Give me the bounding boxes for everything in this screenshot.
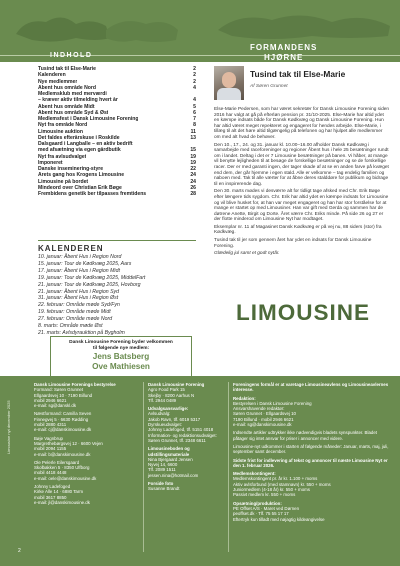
footer-block-heading: Medlemskontingent:: [233, 471, 276, 477]
header-band: [0, 0, 400, 62]
colophon-footer: [0, 376, 400, 566]
footer-block-text: Bestyrelsen i Dansk Limousine Forening Ansvarshavende redaktør: Søren Grunnet · Ellgaardsvej 10 7190 Billund · mobil 2946 6621 e-mail: sg@danskimousine.dk: [233, 400, 312, 428]
toc-entry-page: 2: [193, 78, 196, 85]
toc-entry-page: 15: [190, 147, 196, 154]
footer-block-heading: Sidste frist for indlevering af tekst og annoncer til næste Limousine Nyt er den 1. februar 2026.: [233, 457, 388, 468]
toc-entry-page: 5: [193, 103, 196, 110]
toc-entry-title: Årets gang hos Krogens Limousine: [38, 172, 125, 179]
article-paragraph: Den 10., 17., 24. og 31. januar kl. 10.00–16.00 afholder Dansk Kødkvæg i samarbejde med raceforeninger og regioner Åbent hus i hele 25 besætninger rundt om i landet. Deltag i det er 7 Limousine besætninger på banen. Vi håber, at mange vil benytte lejligheden til at besøge de forskellige besætninger og se de forskellige racer. Der er med garanti ingen, der tager skade af at se en anden farve på kvæget end dem, der går hjemme i egen stald. Alle er velkomne – tag endelig familien og naboen med. Tak til alle værter for at åbne deres stalddøre for publikum og bidrage til en inspirerende dag.: [214, 142, 389, 187]
footer-block-text: Indsendte artikler udtrykker ikke nødvendigvis bladets synspunkter. Bladet påtager sig intet ansvar for priser i annoncer med videre.: [233, 430, 377, 441]
new-member-name: Jens Batsberg: [92, 352, 150, 361]
footer-block-text: Næstformand: Camilla Seven Finnegvej 5 · 6630 Rødding mobil 2880 4311 e-mail: cj@danskimousine.dk: [34, 411, 92, 433]
toc-entry-title: Mindeord over Christian Erik Bøge: [38, 184, 122, 191]
toc-entry-title: Nyt fra avlsudvalget: [38, 153, 87, 160]
toc-entry-page: 2: [193, 72, 196, 79]
footer-association-column: [148, 382, 232, 495]
welcome-line1: Dansk Limousine Forening byder velkommen: [69, 340, 173, 345]
new-members-box: [50, 336, 192, 378]
toc-entry-page: 4: [193, 84, 196, 91]
footer-block-text: Bøje Vagnbrup Margrethebørgsvej 12 · 6600 Vejen mobil 2094 1155 e-mail: b@danskimousine.dk: [34, 435, 103, 457]
article-paragraph: Tusind tak til jer som gennem året har ydet en indsats for Dansk Limousine Forening.: [214, 238, 372, 249]
footer-block: [148, 481, 232, 492]
footer-block-text: Susanne Brandt: [148, 486, 180, 492]
footer-block: [233, 444, 393, 455]
author-photo: [214, 66, 244, 100]
footer-block: [34, 411, 138, 432]
calendar-entry: 10. januar: Åbent Hus i Region Nord: [38, 254, 122, 260]
footer-block-text: Medlemskontingent pr. år kr. 1.100 + moms Aktiv avlsforbund (med stamnavn) kr. 550 + moms Juniormedlem (4-18 år) kr. 550 + moms Passivt medlem kr. 550 + moms: [233, 476, 331, 498]
footer-block-text: Ole Pelerle Eilersgaard Skolbakken 5 · 8350 Ulfborg mobil 4418 4448 e-mail: oele@danskimousine.dk: [34, 459, 97, 481]
toc-entry-page: 13: [190, 134, 196, 141]
footer-block: [34, 436, 138, 457]
toc-entry-title: Det faldes efterårskuse i Roskilde: [38, 134, 120, 141]
footer-block-heading: Limousineboden og udstillingsmateriale: [148, 446, 190, 457]
footer-block: [148, 406, 232, 443]
footer-block-text: Formand: Søren Grunnet Ellgaardsvej 10 · 7190 Billund mobil 2946 6621 e-mail: sg@danskl.dk: [34, 387, 93, 409]
author-photo-face: [222, 72, 236, 88]
toc-entry-title: Tusind tak til Else-Marie: [38, 66, 96, 72]
toc-entry-title: Åbent hus område Syd & Øst: [38, 109, 109, 116]
new-member-name: Ove Mathiesen: [92, 362, 150, 371]
toc-entry-title: Limousine auktion: [38, 128, 83, 135]
footer-block-heading: Dansk Limousine Forenings bestyrelse: [34, 382, 116, 387]
calendar-list: [38, 254, 196, 337]
calendar-entry: 22. februar: Område møde Syd/Fyn: [38, 302, 120, 309]
article-title: Tusind tak til Else-Marie: [250, 69, 346, 79]
calendar-entry: 21. marts: Avlsdyrauktion på Bygholm: [38, 329, 125, 336]
toc-entry-page: 7: [193, 116, 196, 122]
toc-entry-title: Medlemsklub med merværdi: [38, 91, 107, 97]
toc-entry-page: 19: [190, 153, 196, 160]
toc-entry[interactable]: [38, 191, 196, 197]
footer-block-text: PE Offset A/S · Maret ved Dørnen peoffset.dk · Tlf. 75 55 17 17 Eftertryk kun tilladt med nøjagtig kildeangivelse: [233, 505, 325, 522]
toc-entry-title: Dalsgaard i Langballe – en aktiv bedrift: [38, 141, 133, 147]
footer-block: [148, 446, 232, 478]
toc-entry-page: 4: [193, 97, 196, 104]
article-byline: Af Søren Grunnet: [250, 84, 288, 89]
toc-entry-title: Medlemsfest i Dansk Limousine Forening: [38, 116, 139, 122]
table-of-contents: [38, 66, 196, 197]
footer-block-heading: Udvalgsansvarlige:: [148, 406, 189, 412]
toc-entry-title: Imponeret: [38, 159, 63, 166]
toc-entry-page: 24: [190, 172, 196, 179]
footer-block-text: Nina Bjergaard Jensen Nyvej 14, 6600 Tlf. 2089 1511 jessen.nina@hotmail.com: [148, 456, 199, 478]
toc-entry-page: 28: [190, 191, 196, 197]
limousine-logo: [214, 300, 392, 330]
footer-block: [233, 501, 393, 522]
toc-entry-page: 24: [190, 178, 196, 185]
logo-text: LIMOUSINE: [235, 300, 370, 325]
article-paragraph: Den 30. marts mødes vi desværre alt for tidligt tage afsked med Chr. Erik Bøge efter længere tids sygdom. Chr. Erik har altid ydet en kæmpe indsats for Limousine og vil blive husket for, at han var meget engageret og han har stor forståelse for at mange er startet op med Limousiner. Han var gift med Gerda og sammen har de døtrene Anette, Birgit og Dorte. Året værre Chr. Eriks minde. På side 26 og 27 er der flotte minderod om Limousine Nyt har modtaget.: [214, 189, 389, 223]
footer-block: [34, 460, 138, 481]
calendar-entry: 17. januar: Åbent Hus i Region Midt: [38, 267, 120, 274]
toc-entry-page: 22: [190, 166, 196, 172]
article-paragraph: Else-Marie Pedersen, som har været sekretær for Dansk Limousine Forening siden 2016 har valgt at gå på efterløn pension pr. 31/10-2025. Else-Marie har altid ydet en kæmpe indsats både for Dansk Kødkvæg og Dansk Limousine Forening. Hun har altid været meget repekteret og engageret for hendes arbejde. Else-Marie, i tillæg til alt det høre altid tilgængelig på telefonen og har hjulpet alle medlemmer om med alt hvad de behøver.: [214, 107, 390, 140]
calendar-title: KALENDEREN: [38, 240, 196, 253]
cattle-illustration-right: [212, 2, 396, 42]
footer-block-text: Limousine-nyt udkommer i starten af følgende måneder: Januar, marts, maj, juli, september samt december.: [233, 443, 389, 455]
calendar-entry: 15. januar: Tour de Kødkvæg 2025, Aars: [38, 260, 132, 267]
footer-block-heading: Opsætning/produktion:: [233, 500, 282, 506]
welcome-line2: til følgende nye medlem:: [92, 346, 150, 351]
calendar-entry: 8. marts: Område møde Øst: [38, 323, 103, 330]
footer-block: [34, 484, 138, 505]
article-body: [214, 107, 390, 259]
article-paragraph: Eksemplar nr. 11 af Magasinet Dansk Kødkvæg er på vej nu, 88 siders (stor) fra Kødkvæg.: [214, 224, 382, 236]
toc-entry-title: Limousine på bordet: [38, 178, 89, 185]
footer-block: [233, 382, 393, 393]
footer-block-heading: Redaktion:: [233, 395, 256, 401]
toc-entry-page: 6: [193, 109, 196, 116]
column-label-line2: HJØRNE: [264, 53, 304, 62]
toc-entry-title: Kalenderen: [38, 72, 66, 79]
toc-entry-page: 11: [190, 128, 196, 135]
page-number: 2: [18, 548, 21, 554]
toc-entry-title: Danske inseminering-styre: [38, 166, 104, 172]
cattle-illustration: [6, 4, 186, 48]
toc-entry-title: Nyt fra område Nord: [38, 122, 88, 129]
footer-info-column: [233, 382, 393, 525]
toc-entry-title: Åbent hus område Nord: [38, 84, 97, 91]
toc-entry-title: – kræver aktiv tilmelding hvert år: [38, 97, 118, 104]
calendar-entry: 27. februar: Område møde Nord: [38, 316, 113, 323]
footer-block: [233, 471, 393, 497]
toc-entry-page: 8: [193, 122, 196, 129]
toc-entry-title: Frembidens genetik ber tilpasses fremtidens: [38, 191, 147, 197]
footer-board-column: [34, 382, 138, 508]
footer-block-heading: Foreningens formål er at varetage Limousineavlens og Limousineavlernes interesse.: [233, 382, 389, 393]
footer-block-heading: Forside foto: [148, 481, 174, 487]
article-signoff: Glædelig jul samt et godt nytår.: [214, 251, 280, 257]
footer-block: [34, 382, 138, 408]
calendar-entry: 21. januar: Tour de Kødkvæg 2025, Hovborg: [38, 281, 141, 288]
footer-block: [233, 396, 393, 428]
calendar-entry: 19. januar: Tour de Kødkvæg 2025, MiddelFart: [38, 274, 146, 281]
author-photo-shirt: [217, 88, 241, 100]
footer-divider: [228, 382, 229, 552]
toc-entry-page: 2: [193, 66, 196, 72]
footer-block-text: Avlsudvalg: Jakob Ravn, tlf. 6019 5317 Dyrskueudvalget: Johnny Ladefoged, tlf. 5151 4018 Information- og redaktionsudvalget: Søren Grunnet, tlf. 2348 6611: [148, 411, 217, 443]
calendar-entry: 19. februar: Område møde Midt: [38, 309, 111, 316]
footer-block-text: Agro Food Park 15 Skejby · 8200 Aarhus N Tlf. 2944 0489: [148, 387, 195, 403]
side-tag: Limousine nyt december 2025: [6, 400, 11, 454]
footer-block-heading: Dansk Limousine Forening: [148, 382, 205, 387]
column-label: [250, 43, 317, 63]
footer-block: [148, 382, 232, 403]
column-label-line1: FORMANDENS: [250, 43, 318, 52]
footer-block: [233, 458, 393, 469]
calendar-entry: 21. januar: Åbent Hus i Region Syd: [38, 288, 120, 295]
contents-label: INDHOLD: [50, 52, 93, 59]
toc-entry-title: med afsætning via egen gårdbutik: [38, 147, 121, 154]
footer-block-text: Johnny Ladefoged Kirke Alle 14 · 6880 Tarm mobil 3617 8850 e-mail: jl@danskimousine.dk: [34, 484, 90, 505]
footer-block: [233, 430, 393, 441]
toc-entry-title: Åbent hus område Midt: [38, 103, 95, 110]
toc-entry-page: 26: [190, 184, 196, 191]
toc-entry-title: Nye medlemmer: [38, 78, 78, 85]
footer-divider: [143, 382, 144, 552]
calendar-entry: 31. januar: Åbent Hus i Region Øst: [38, 295, 119, 302]
toc-entry-page: 19: [190, 159, 196, 166]
